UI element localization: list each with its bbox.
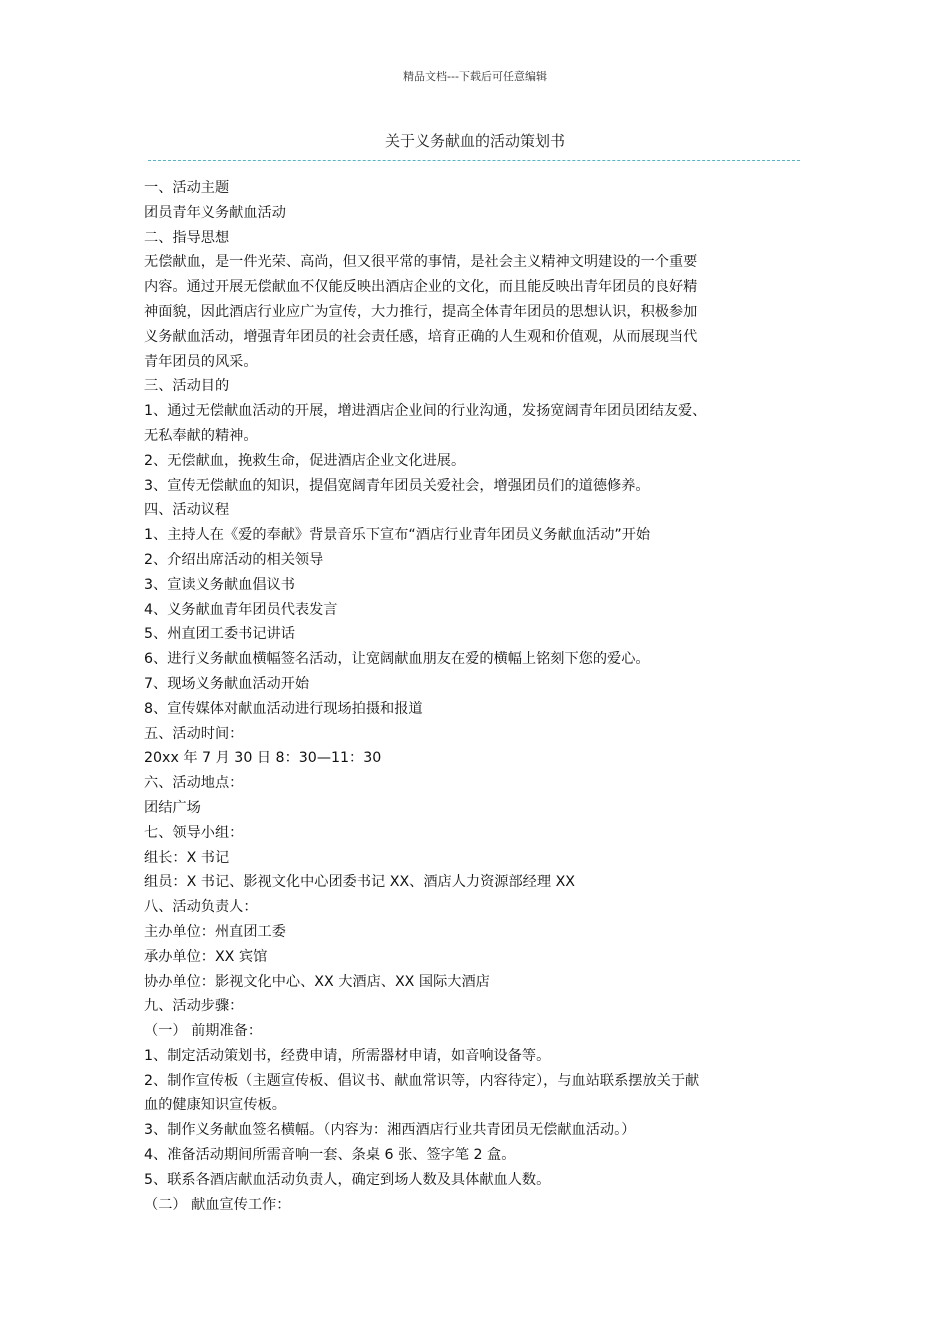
title-divider [148, 160, 800, 161]
paragraph-line: 内容。通过开展无偿献血不仅能反映出酒店企业的文化，而且能反映出青年团员的良好精 [144, 279, 698, 296]
list-item: 3、制作义务献血签名横幅。（内容为：湘西酒店行业共青团员无偿献血活动。） [144, 1122, 636, 1139]
list-item: 1、通过无偿献血活动的开展，增进酒店企业间的行业沟通，发扬宽阔青年团员团结友爱、 [144, 403, 707, 420]
host-unit: 主办单位：州直团工委 [144, 923, 286, 940]
section-heading: 九、活动步骤： [144, 998, 244, 1015]
organizer-unit: 承办单位：XX 宾馆 [144, 948, 268, 965]
coorganizer-unit: 协办单位：影视文化中心、XX 大酒店、XX 国际大酒店 [144, 973, 490, 990]
list-item: 1、主持人在《爱的奉献》背景音乐下宣布“酒店行业青年团员义务献血活动”开始 [144, 527, 651, 544]
team-leader: 组长：X 书记 [144, 849, 230, 866]
list-item: 3、宣传无偿献血的知识，提倡宽阔青年团员关爱社会，增强团员们的道德修养。 [144, 477, 650, 494]
paragraph-line: 无偿献血，是一件光荣、高尚，但又很平常的事情，是社会主义精神文明建设的一个重要 [144, 254, 698, 271]
list-item: 2、无偿献血，挽救生命，促进酒店企业文化进展。 [144, 452, 466, 469]
section-heading: 七、领导小组： [144, 824, 244, 841]
list-item: 4、义务献血青年团员代表发言 [144, 601, 338, 618]
list-item-continuation: 血的健康知识宣传板。 [144, 1097, 286, 1114]
list-item: 4、准备活动期间所需音响一套、条桌 6 张、签字笔 2 盒。 [144, 1147, 516, 1164]
list-item: 7、现场义务献血活动开始 [144, 675, 310, 692]
document-body [144, 176, 808, 1217]
team-members: 组员：X 书记、影视文化中心团委书记 XX、酒店人力资源部经理 XX [144, 874, 576, 891]
section-heading: 二、指导思想 [144, 229, 230, 246]
list-item: 1、制定活动策划书，经费申请，所需器材申请，如音响设备等。 [144, 1047, 551, 1064]
section-heading: 八、活动负责人： [144, 899, 258, 916]
list-item-continuation: 无私奉献的精神。 [144, 427, 258, 444]
paragraph-line: 青年团员的风采。 [144, 353, 258, 370]
event-time: 20xx 年 7 月 30 日 8：30—11：30 [144, 750, 382, 767]
list-item: 2、介绍出席活动的相关领导 [144, 551, 324, 568]
subsection-heading: （二） 献血宣传工作： [144, 1196, 291, 1213]
list-item: 3、宣读义务献血倡议书 [144, 576, 295, 593]
document-title: 关于义务献血的活动策划书 [384, 132, 565, 150]
section-heading: 五、活动时间： [144, 725, 244, 742]
list-item: 5、州直团工委书记讲话 [144, 626, 295, 643]
section-heading: 四、活动议程 [144, 502, 230, 519]
section-heading: 三、活动目的 [144, 378, 230, 395]
list-item: 8、宣传媒体对献血活动进行现场拍摄和报道 [144, 700, 423, 717]
paragraph-line: 义务献血活动，增强青年团员的社会责任感，培育正确的人生观和价值观，从而展现当代 [144, 328, 698, 345]
section-heading: 一、活动主题 [144, 180, 230, 196]
paragraph-line: 团员青年义务献血活动 [144, 204, 286, 221]
subsection-heading: （一） 前期准备： [144, 1023, 263, 1040]
paragraph-line: 神面貌，因此酒店行业应广为宣传，大力推行，提高全体青年团员的思想认识，积极参加 [144, 303, 698, 320]
section-heading: 六、活动地点： [144, 775, 244, 792]
list-item: 5、联系各酒店献血活动负责人，确定到场人数及具体献血人数。 [144, 1171, 551, 1188]
page-header: 精品文档---下载后可任意编辑 [403, 70, 547, 83]
list-item: 2、制作宣传板（主题宣传板、倡议书、献血常识等，内容待定），与血站联系摆放关于献 [144, 1072, 700, 1089]
event-location: 团结广场 [144, 799, 201, 816]
list-item: 6、进行义务献血横幅签名活动，让宽阔献血朋友在爱的横幅上铭刻下您的爱心。 [144, 651, 650, 668]
